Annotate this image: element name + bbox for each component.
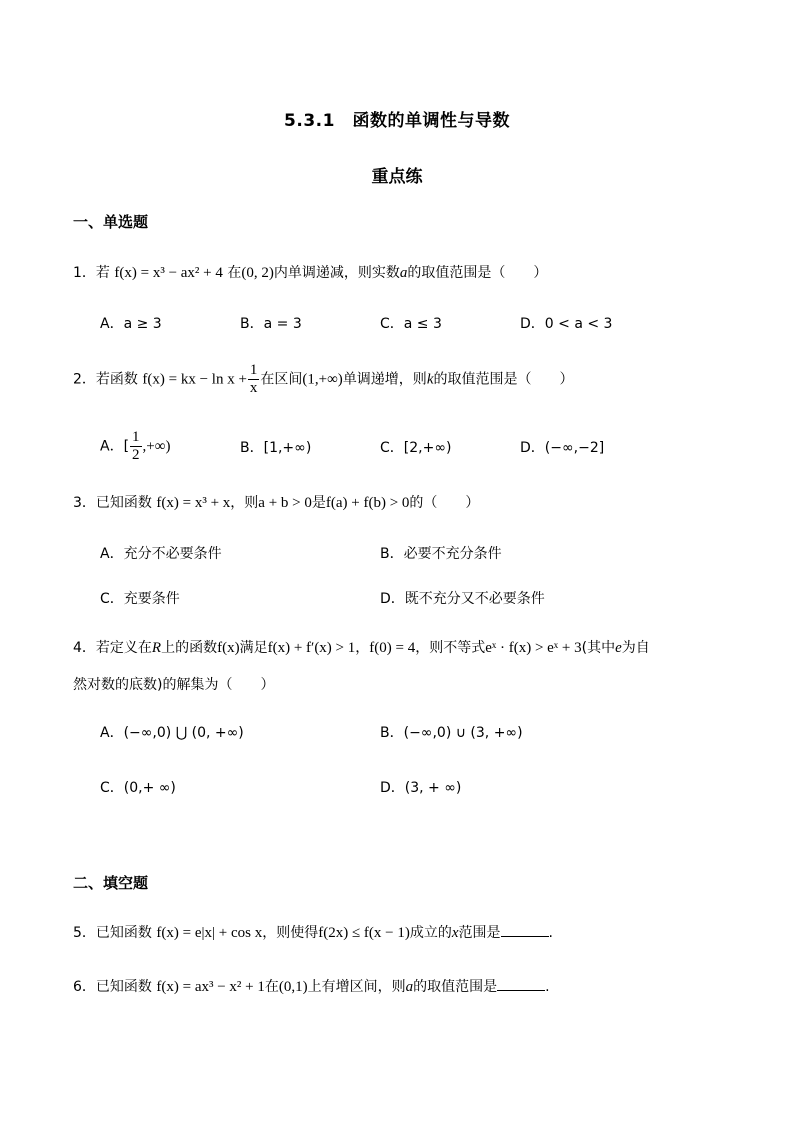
math-interval: (1,+∞)	[302, 371, 343, 388]
math-fraction	[248, 363, 260, 396]
answer-blank[interactable]	[501, 924, 549, 937]
option-tail: ,+∞)	[142, 438, 171, 455]
question-text: 满足	[239, 640, 268, 656]
question-text: 的取值范围是	[413, 979, 498, 995]
math-variable: a	[399, 265, 408, 281]
section-heading-fill-blank: 二、填空题	[73, 874, 149, 892]
option-b[interactable]: B．(−∞,0) ∪ (3, +∞)	[380, 725, 523, 741]
question-number: 1．	[73, 265, 96, 281]
question-text: 上的函数	[161, 640, 218, 656]
math-condition: f(0) = 4	[369, 640, 416, 656]
question-3	[73, 492, 733, 512]
option-c[interactable]: C．[2,+∞)	[380, 440, 452, 456]
option-c[interactable]: C．充要条件	[100, 591, 180, 607]
option-b[interactable]: B．必要不充分条件	[380, 546, 502, 562]
math-function: f(x) = x³ + x	[156, 495, 231, 511]
fraction-numerator: 1	[249, 362, 258, 378]
option-a[interactable]	[100, 430, 170, 463]
question-number: 3．	[73, 495, 96, 511]
fraction-numerator: 1	[132, 429, 140, 445]
math-condition: f(a) + f(b) > 0	[325, 495, 410, 511]
math-interval: (0, 2)	[241, 265, 274, 281]
question-text: 上有增区间，则	[307, 979, 406, 995]
option-a[interactable]: A．充分不必要条件	[100, 546, 222, 562]
answer-blank[interactable]	[497, 978, 545, 991]
question-text: 在	[227, 265, 242, 281]
question-text: 已知函数	[95, 979, 152, 995]
question-text: 为自	[621, 640, 650, 656]
math-inequality: eˣ · f(x) > eˣ + 3	[485, 640, 582, 656]
question-text: 若定义在	[95, 640, 152, 656]
question-text: 成立的	[409, 925, 452, 941]
math-function: f(x)	[217, 640, 240, 656]
question-text: 已知函数	[95, 495, 152, 511]
math-variable: e	[615, 640, 622, 656]
question-text: 内单调递减，则实数	[273, 265, 400, 281]
question-text: 是	[311, 495, 326, 511]
question-text: 范围是	[458, 925, 501, 941]
math-variable: a	[405, 979, 414, 995]
math-function: f(x) = ax³ − x² + 1	[156, 979, 265, 995]
document-title: 5.3.1 函数的单调性与导数	[284, 111, 510, 131]
option-d[interactable]: D．(−∞,−2]	[520, 440, 605, 456]
fraction-denominator: x	[249, 380, 258, 396]
question-number: 5．	[73, 925, 96, 941]
question-number: 4．	[73, 640, 96, 656]
math-variable: x	[451, 925, 459, 941]
question-number: 2．	[73, 371, 96, 388]
option-b[interactable]: B．a = 3	[240, 316, 302, 332]
question-text: ，	[355, 640, 370, 656]
question-text: 在	[264, 979, 279, 995]
question-2	[73, 363, 733, 396]
option-c[interactable]: C．(0,+ ∞)	[100, 780, 176, 796]
question-text: 已知函数	[95, 925, 152, 941]
option-d[interactable]: D．(3, + ∞)	[380, 780, 462, 796]
question-text: .	[545, 979, 550, 995]
math-variable: R	[151, 640, 162, 656]
option-c[interactable]: C．a ≤ 3	[380, 316, 442, 332]
question-text: 在区间	[260, 371, 303, 388]
question-text: ，则	[230, 495, 259, 511]
option-d[interactable]: D．0 < a < 3	[520, 316, 613, 332]
question-text: (其中	[581, 640, 616, 656]
option-a[interactable]: A．a ≥ 3	[100, 316, 162, 332]
question-text: 若函数	[95, 371, 138, 388]
option-b[interactable]: B．[1,+∞)	[240, 440, 312, 456]
question-5	[73, 922, 733, 942]
math-function: f(x) = e|x| + cos x	[156, 925, 263, 941]
math-function: f(x) = x³ − ax² + 4	[114, 265, 223, 281]
math-condition: a + b > 0	[258, 495, 312, 511]
math-condition: f(x) + f′(x) > 1	[267, 640, 356, 656]
question-number: 6．	[73, 979, 96, 995]
fraction-denominator: 2	[132, 447, 140, 463]
question-1	[73, 262, 733, 282]
option-d[interactable]: D．既不充分又不必要条件	[380, 591, 545, 607]
math-variable: k	[426, 371, 434, 388]
question-text: .	[548, 925, 553, 941]
math-inequality: f(2x) ≤ f(x − 1)	[318, 925, 410, 941]
math-interval: (0,1)	[278, 979, 308, 995]
question-text: 的（ ）	[409, 495, 480, 511]
document-subtitle: 重点练	[371, 167, 423, 187]
option-label: A．[	[100, 438, 130, 455]
question-6	[73, 976, 733, 996]
math-fraction	[130, 430, 142, 463]
question-text: 的取值范围是（ ）	[433, 371, 574, 388]
question-text: ，则使得	[262, 925, 319, 941]
option-a[interactable]: A．(−∞,0) ⋃ (0, +∞)	[100, 725, 244, 741]
question-text: 单调递增，则	[342, 371, 427, 388]
question-text: 若	[95, 265, 110, 281]
question-4	[73, 637, 733, 657]
question-4-line-2: 然对数的底数)的解集为（ ）	[73, 677, 275, 693]
math-function: f(x) = kx − ln x +	[142, 371, 247, 388]
question-text: 的取值范围是（ ）	[407, 265, 548, 281]
section-heading-single-choice: 一、单选题	[73, 213, 149, 231]
question-text: ，则不等式	[415, 640, 486, 656]
